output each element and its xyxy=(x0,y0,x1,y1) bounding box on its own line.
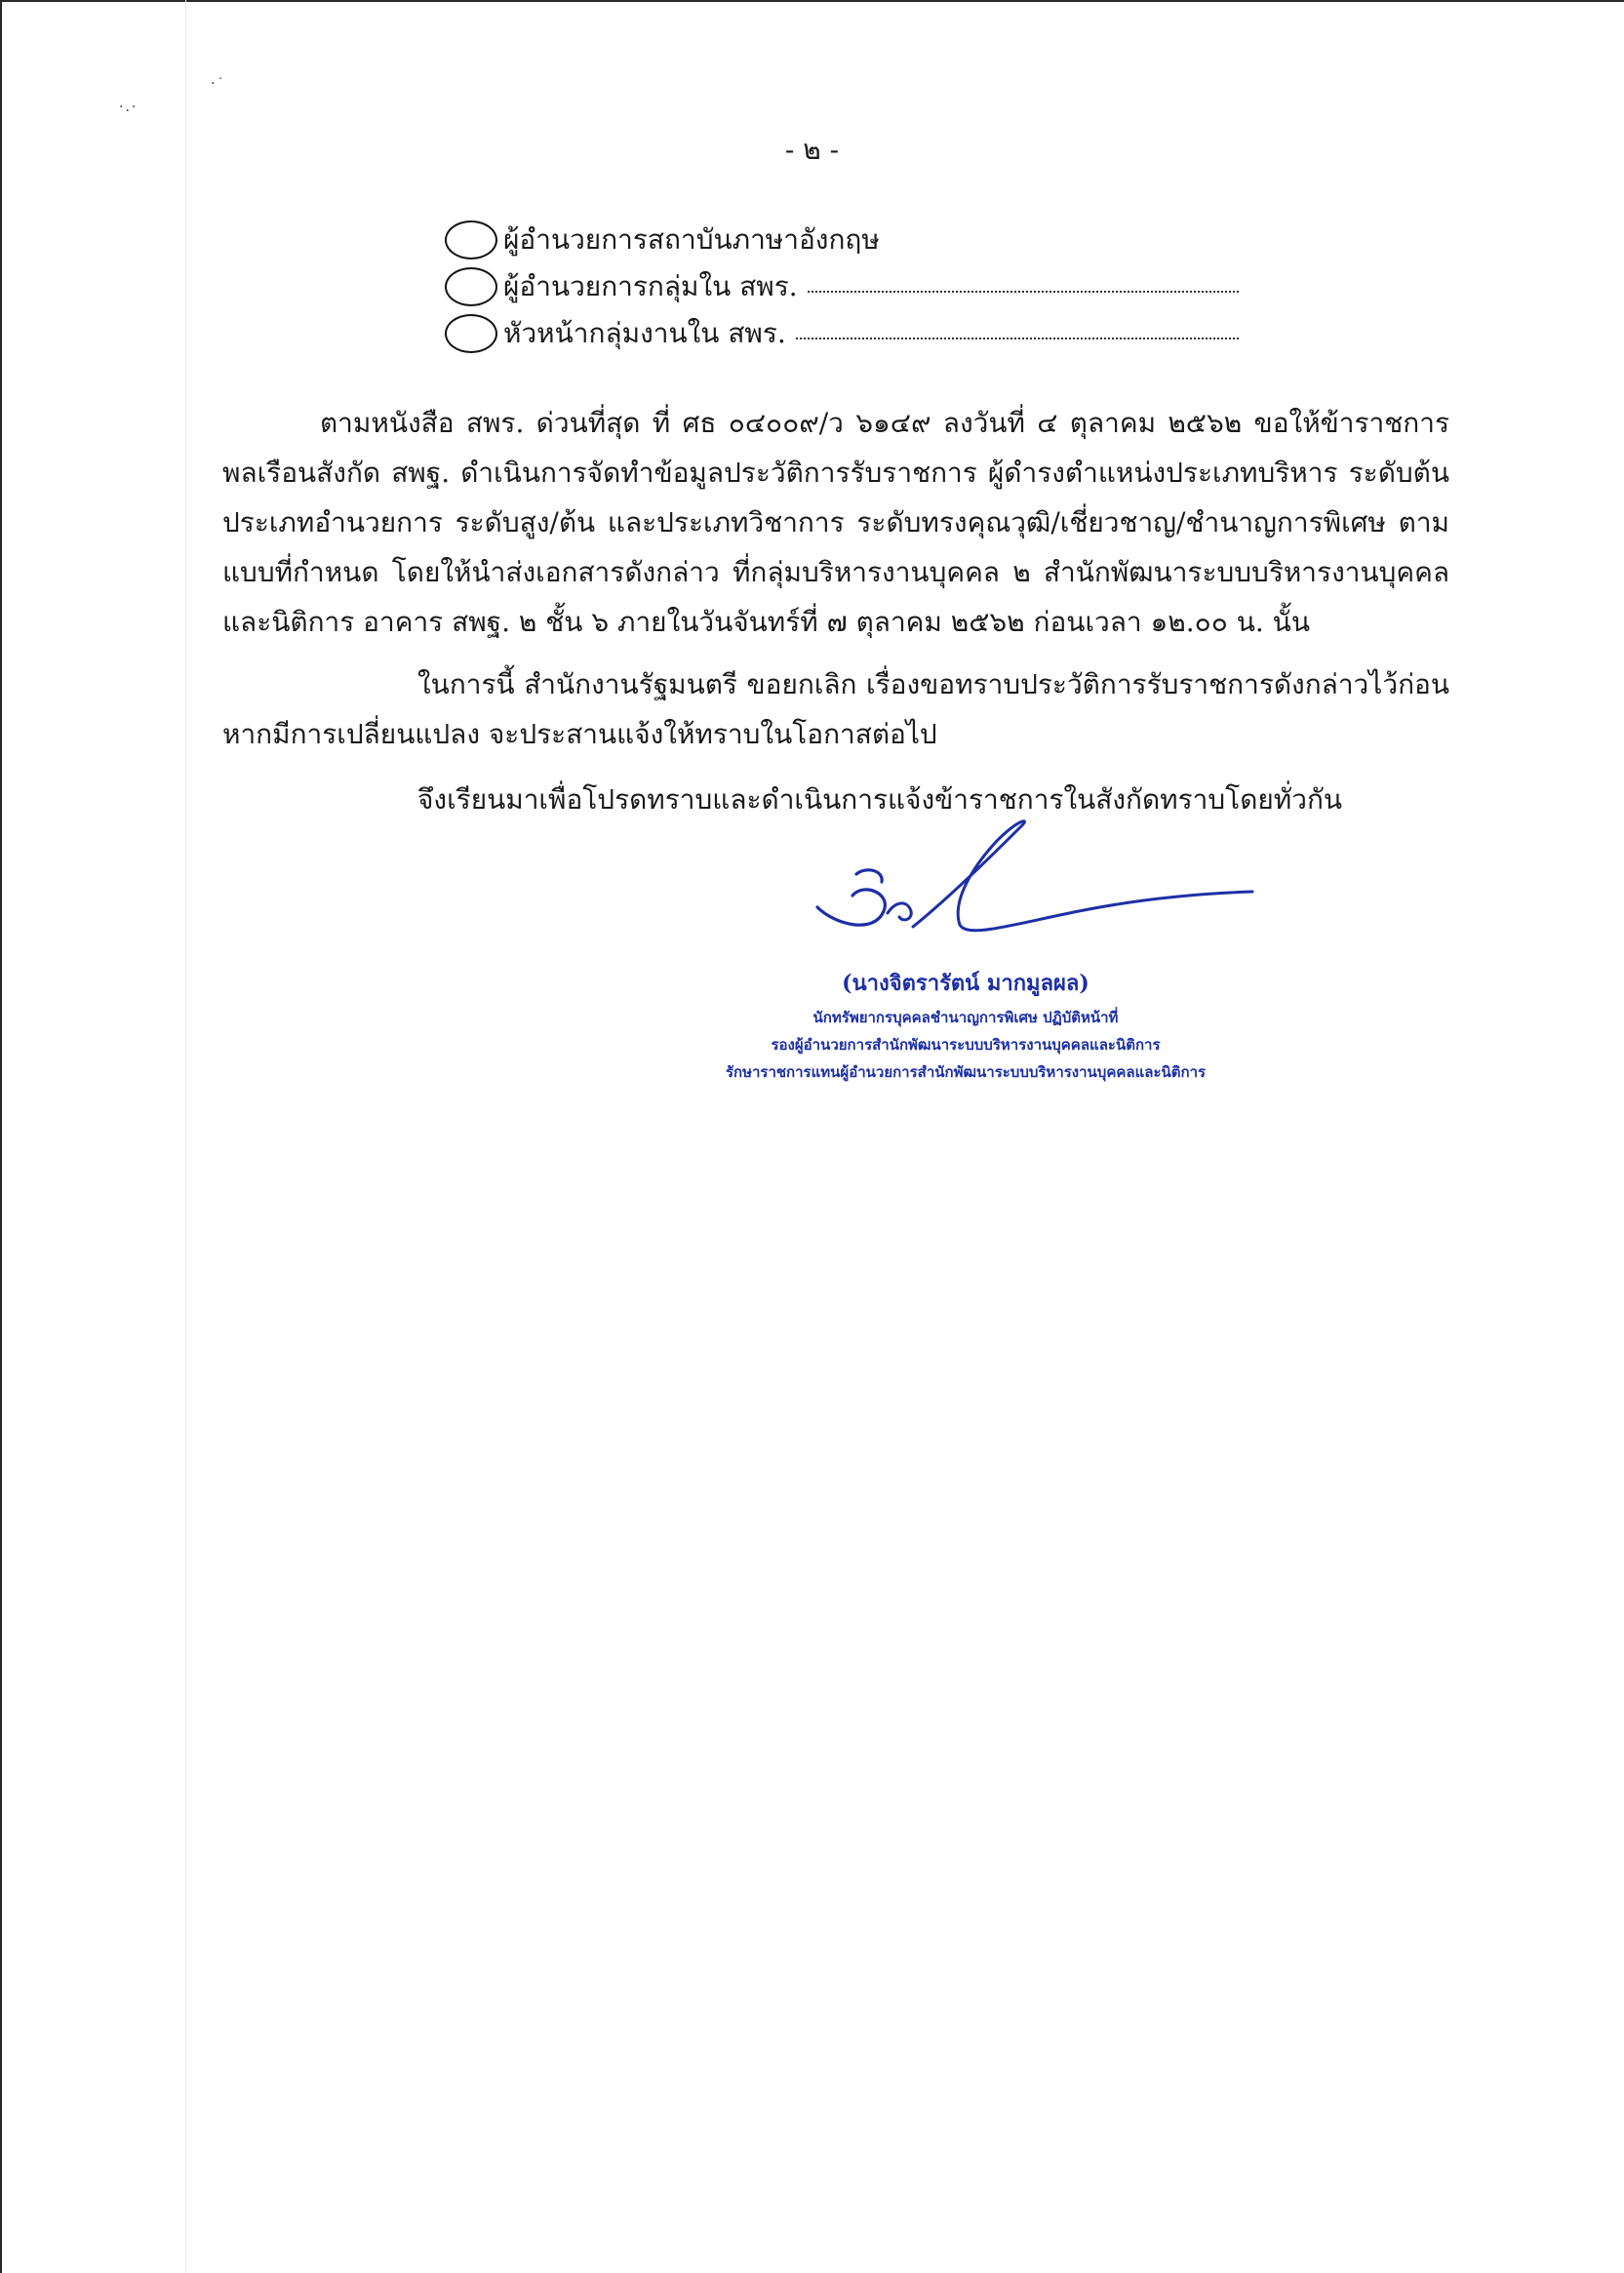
fill-in-dotted-line xyxy=(796,318,1239,339)
checklist-label: หัวหน้ากลุ่มงานใน สพร. xyxy=(503,317,786,349)
closing-paragraph: จึงเรียนมาเพื่อโปรดทราบและดำเนินการแจ้งข้าราชการในสังกัดทราบโดยทั่วกัน xyxy=(417,783,1343,816)
checklist-item xyxy=(445,310,1245,357)
body-paragraph: ในการนี้ สำนักงานรัฐมนตรี ขอยกเลิก เรื่องขอทราบประวัติการรับราชการดังกล่าวไว้ก่อน หากมีการเปลี่ยนแปลง จะประสานแจ้งให้ทราบในโอกาสต่อไป xyxy=(222,668,1449,750)
checklist-item xyxy=(445,263,1245,310)
signatory-position-line: รักษาราชการแทนผู้อำนวยการสำนักพัฒนาระบบบริหารงานบุคคลและนิติการ xyxy=(725,1063,1207,1081)
scan-fold-line xyxy=(185,0,186,2273)
signatory-position-line: รองผู้อำนวยการสำนักพัฒนาระบบบริหารงานบุคคลและนิติการ xyxy=(771,1036,1161,1054)
body-paragraph: ตามหนังสือ สพร. ด่วนที่สุด ที่ ศธ ๐๔๐๐๙/ว ๖๑๔๙ ลงวันที่ ๔ ตุลาคม ๒๕๖๒ ขอให้ข้าราชการพลเรือนสังกัด สพฐ. ดำเนินการจัดทำข้อมูลประวัติการรับราชการ ผู้ดำรงตำแหน่งประเภทบริหาร ระดับต้น ประเภทอำนวยการ ระดับสูง/ต้น และประเภทวิชาการ ระดับทรงคุณวุฒิ/เชี่ยวชาญ/ชำนาญการพิเศษ ตามแบบที่กำหนด โดยให้นำส่งเอกสารดังกล่าว ที่กลุ่มบริหารงานบุคคล ๒ สำนักพัฒนาระบบบริหารงานบุคคลและนิติการ อาคาร สพฐ. ๒ ชั้น ๖ ภายในวันจันทร์ที่ ๗ ตุลาคม ๒๕๖๒ ก่อนเวลา ๑๒.๐๐ น. นั้น xyxy=(222,407,1449,638)
fill-in-dotted-line xyxy=(808,271,1239,293)
check-circle xyxy=(445,314,497,353)
check-circle xyxy=(445,220,497,259)
handwritten-signature xyxy=(806,817,1264,954)
checklist-label: ผู้อำนวยการกลุ่มใน สพร. xyxy=(503,270,798,302)
signatory-position-line: นักทรัพยากรบุคคลชำนาญการพิเศษ ปฏิบัติหน้าที่ xyxy=(812,1009,1119,1026)
scan-speck: ·˙ xyxy=(211,76,226,92)
recipient-checklist xyxy=(445,217,1245,357)
scan-speck: ·.· xyxy=(119,100,139,115)
checklist-label: ผู้อำนวยการสถาบันภาษาอังกฤษ xyxy=(503,223,880,256)
check-circle xyxy=(445,267,497,306)
signatory-name: (นางจิตรารัตน์ มากมูลผล) xyxy=(842,971,1089,996)
signature-block xyxy=(673,966,1258,1086)
checklist-item xyxy=(445,217,1245,263)
page-number: - ๒ - xyxy=(784,134,840,166)
